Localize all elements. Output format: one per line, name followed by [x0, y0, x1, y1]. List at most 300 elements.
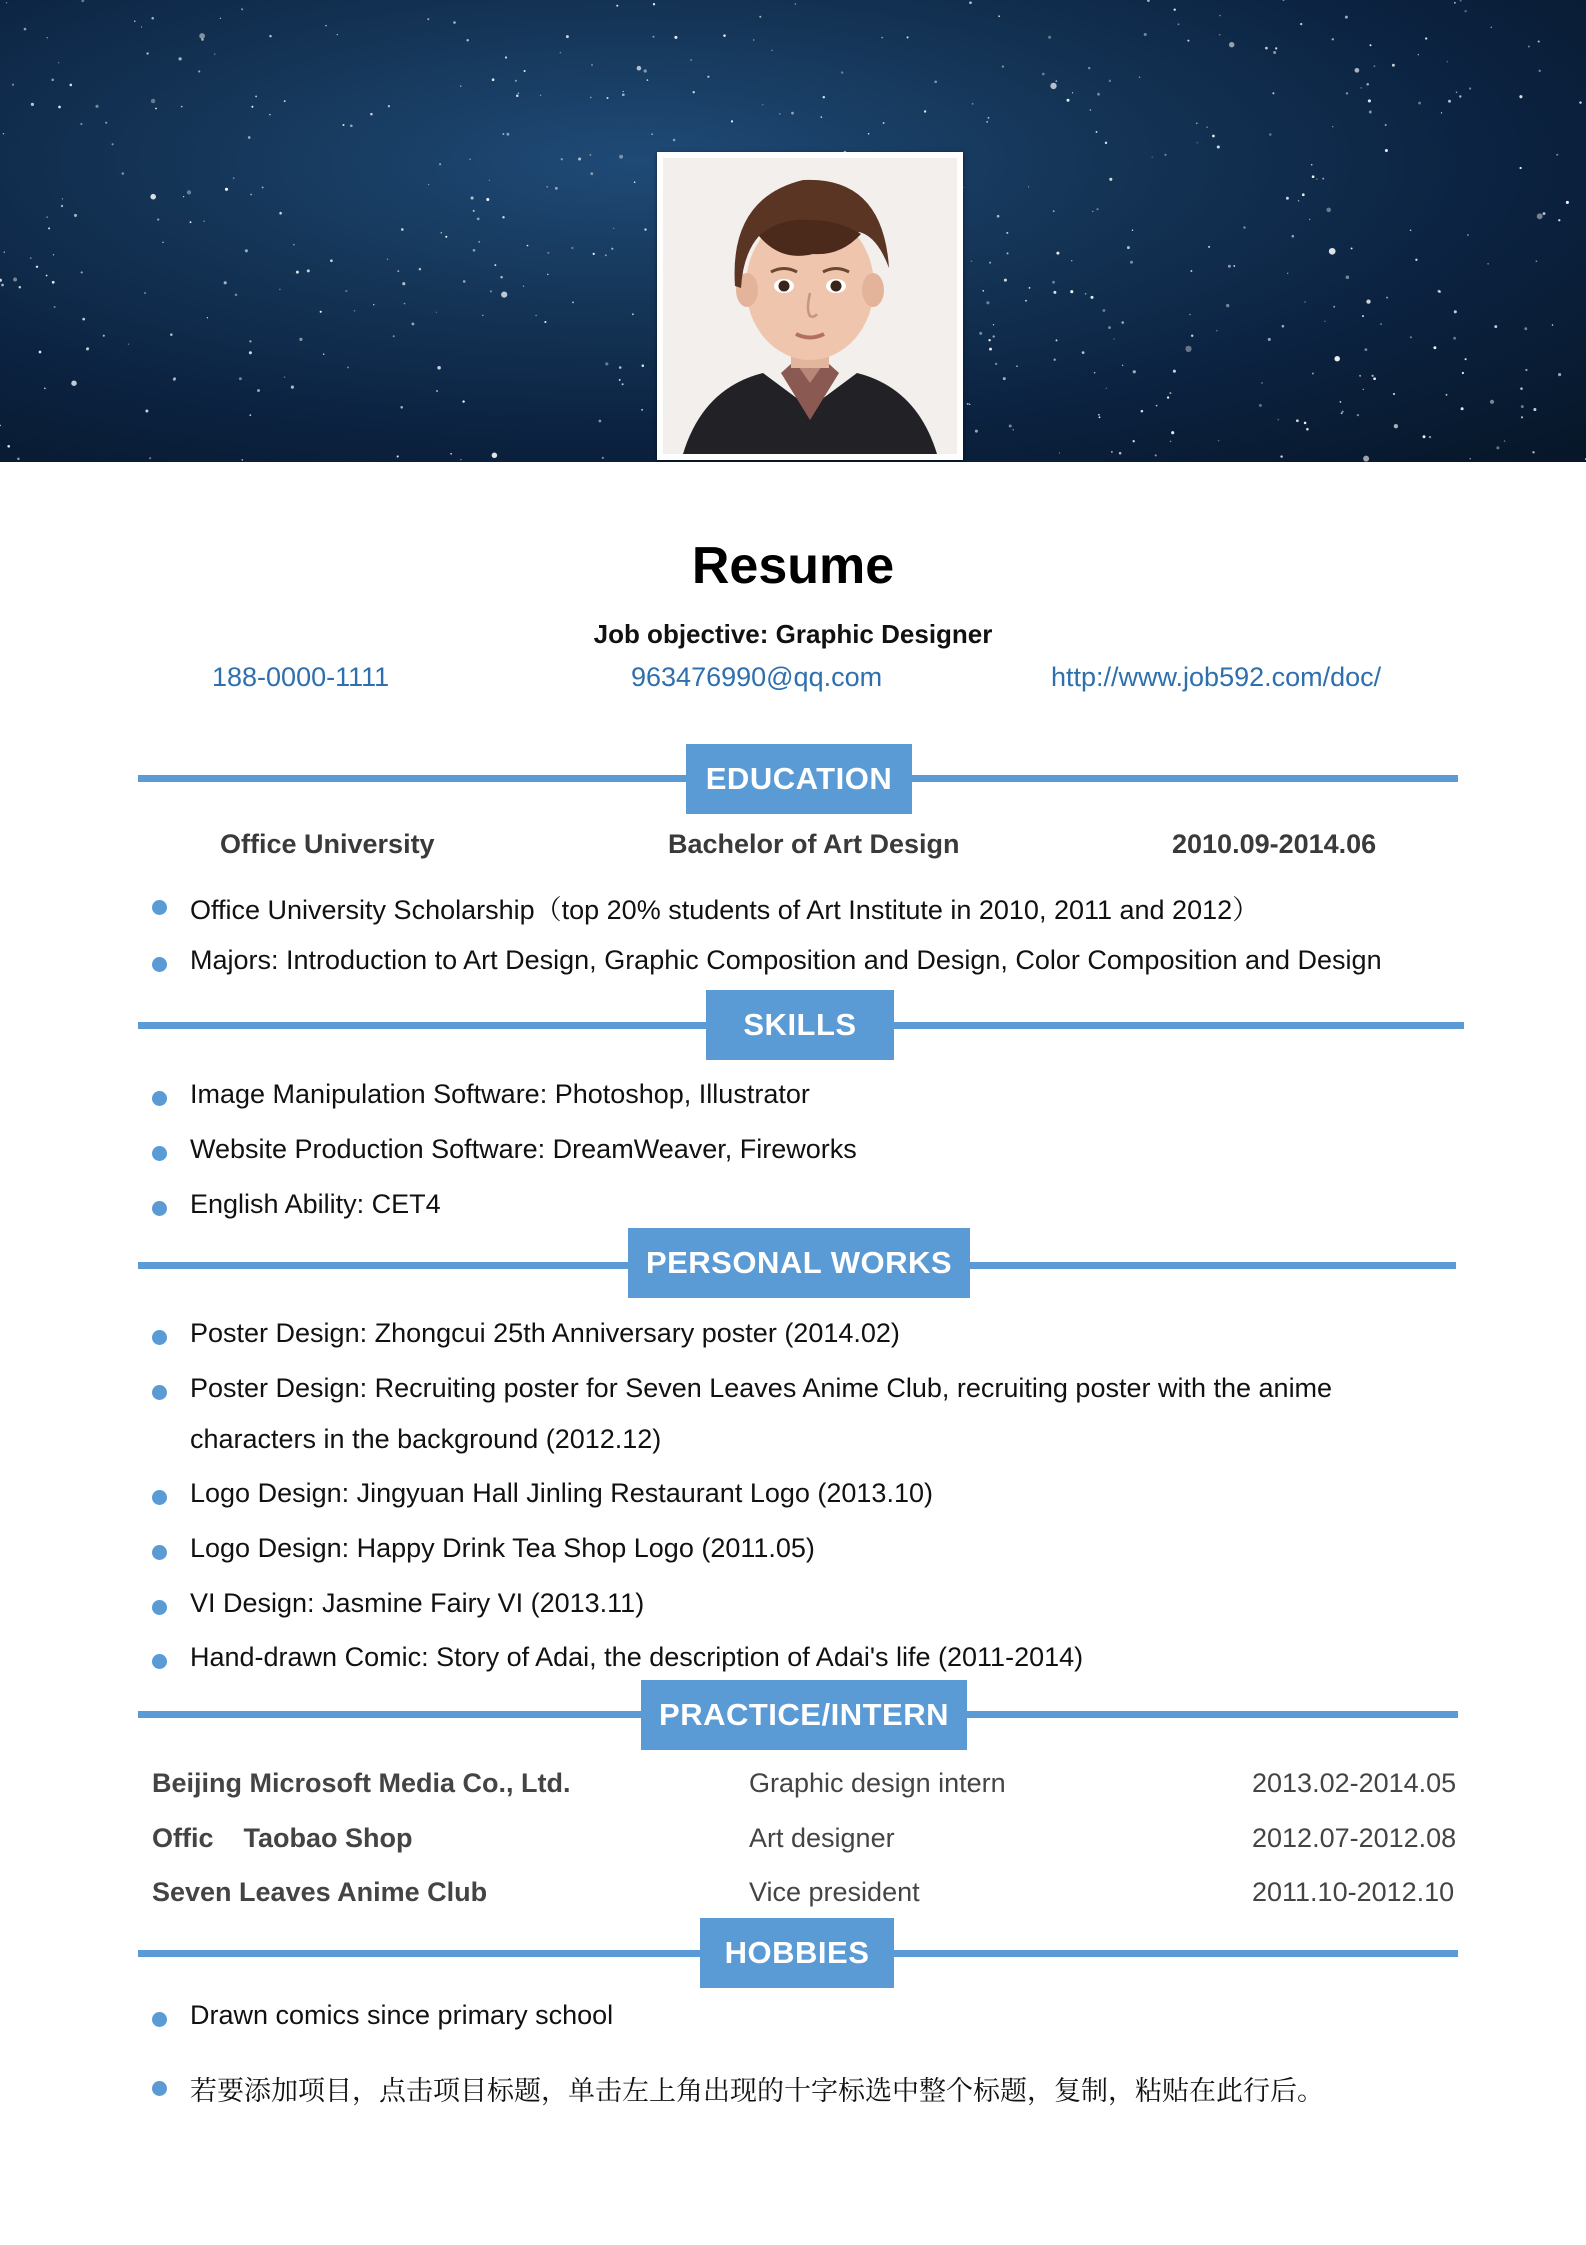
- star: [1386, 297, 1388, 299]
- star: [397, 270, 399, 272]
- star: [1187, 40, 1189, 42]
- star: [134, 20, 136, 22]
- email-link[interactable]: 963476990@qq.com: [631, 662, 883, 692]
- star: [1059, 452, 1060, 453]
- star: [589, 154, 591, 156]
- star: [1519, 95, 1522, 98]
- star: [1147, 0, 1150, 2]
- star: [642, 364, 645, 367]
- star: [518, 93, 520, 95]
- star: [779, 113, 781, 115]
- star: [1178, 23, 1180, 25]
- star: [462, 400, 464, 402]
- star: [611, 248, 613, 250]
- star: [450, 453, 452, 455]
- star: [1002, 65, 1004, 67]
- star: [982, 290, 984, 292]
- star: [1346, 92, 1348, 94]
- star: [623, 91, 624, 92]
- star: [1053, 210, 1055, 212]
- star: [1206, 126, 1208, 128]
- star: [1, 284, 4, 287]
- star: [634, 181, 636, 183]
- star: [1536, 260, 1538, 262]
- star: [1324, 321, 1325, 322]
- star: [86, 348, 89, 351]
- star: [112, 143, 114, 145]
- star: [1090, 109, 1092, 111]
- star: [527, 245, 529, 247]
- star: [181, 106, 183, 108]
- star: [883, 122, 885, 124]
- star: [1174, 9, 1176, 11]
- star: [151, 17, 154, 20]
- star: [203, 220, 204, 221]
- star: [1329, 248, 1336, 255]
- star: [1133, 370, 1136, 373]
- star: [1016, 365, 1018, 367]
- star: [1460, 0, 1462, 2]
- star: [993, 324, 994, 325]
- star: [198, 70, 200, 72]
- star: [262, 186, 264, 188]
- star: [1190, 270, 1192, 272]
- star: [1070, 290, 1073, 293]
- star: [183, 196, 184, 197]
- star: [477, 218, 480, 221]
- star: [1259, 404, 1262, 407]
- star: [989, 262, 991, 264]
- star: [436, 312, 437, 313]
- star: [174, 377, 176, 379]
- star: [12, 84, 14, 86]
- star: [1309, 219, 1311, 221]
- profile-photo: [657, 152, 963, 460]
- star: [1558, 373, 1561, 376]
- star: [393, 335, 395, 337]
- practice-heading: PRACTICE/INTERN: [641, 1680, 967, 1750]
- star: [337, 34, 338, 35]
- star: [1528, 46, 1530, 48]
- star: [1243, 226, 1246, 229]
- star: [388, 105, 390, 107]
- star: [1287, 273, 1288, 274]
- practice-company: Beijing Microsoft Media Co., Ltd.: [152, 1768, 571, 1798]
- star: [560, 52, 562, 54]
- star: [1556, 154, 1558, 156]
- star: [924, 110, 926, 112]
- star: [52, 281, 55, 284]
- star: [1127, 246, 1130, 249]
- star: [1438, 290, 1441, 293]
- star: [155, 108, 157, 110]
- star: [1170, 440, 1172, 442]
- star: [1332, 126, 1333, 127]
- star: [1322, 178, 1324, 180]
- star: [1339, 401, 1341, 403]
- star: [1454, 2, 1456, 4]
- star: [502, 133, 504, 135]
- star: [330, 259, 333, 262]
- star: [1185, 346, 1191, 352]
- practice-role: Art designer: [749, 1823, 895, 1853]
- star: [19, 286, 21, 288]
- bullet-icon: [152, 2012, 167, 2027]
- star: [214, 53, 215, 54]
- star: [881, 37, 883, 39]
- star: [771, 50, 773, 52]
- star: [1454, 310, 1457, 313]
- star: [241, 8, 243, 10]
- star: [157, 219, 159, 221]
- star: [578, 157, 581, 160]
- star: [1113, 338, 1114, 339]
- practice-period: 2011.10-2012.10: [1252, 1877, 1455, 1907]
- star: [284, 376, 286, 378]
- star: [1292, 235, 1295, 238]
- star: [1233, 265, 1235, 267]
- star: [1269, 133, 1272, 136]
- star: [651, 133, 652, 134]
- star: [440, 232, 442, 234]
- star: [239, 377, 242, 380]
- star: [1490, 400, 1494, 404]
- star: [190, 221, 192, 223]
- star: [605, 254, 607, 256]
- star: [1465, 10, 1467, 12]
- star: [428, 184, 429, 185]
- star: [1173, 370, 1176, 373]
- star: [1543, 212, 1546, 215]
- star: [1311, 164, 1313, 166]
- star: [323, 353, 324, 354]
- star: [1208, 246, 1210, 248]
- star: [436, 390, 438, 392]
- star: [1418, 102, 1421, 105]
- star: [1132, 229, 1133, 230]
- star: [1272, 92, 1274, 94]
- star: [1296, 419, 1299, 422]
- star: [653, 36, 655, 38]
- star: [1109, 80, 1111, 82]
- star: [619, 379, 621, 381]
- star: [673, 139, 676, 142]
- star: [1052, 281, 1055, 284]
- star: [1342, 411, 1344, 413]
- star: [1326, 208, 1331, 213]
- bullet-icon: [152, 1146, 167, 1161]
- star: [1056, 252, 1059, 255]
- bullet-icon: [152, 1330, 167, 1345]
- star: [1355, 68, 1360, 73]
- star: [61, 205, 63, 207]
- star: [235, 294, 238, 297]
- skills-heading: SKILLS: [706, 990, 894, 1060]
- star: [1312, 175, 1315, 178]
- star: [653, 3, 655, 5]
- star: [269, 114, 271, 116]
- star: [590, 97, 592, 99]
- star: [1538, 70, 1540, 72]
- star: [523, 286, 524, 287]
- header-banner: [0, 0, 1586, 462]
- star: [1366, 83, 1369, 86]
- star: [566, 35, 569, 38]
- star: [674, 36, 677, 39]
- star: [320, 311, 322, 313]
- star: [1273, 51, 1276, 54]
- star: [1099, 416, 1101, 418]
- star: [1121, 321, 1124, 324]
- star: [1071, 260, 1072, 261]
- star: [350, 124, 353, 127]
- star: [1385, 149, 1388, 152]
- star: [820, 116, 822, 118]
- star: [1346, 276, 1350, 280]
- star: [1098, 414, 1100, 416]
- star: [1042, 73, 1045, 76]
- star: [255, 95, 257, 97]
- education-period: 2010.09-2014.06: [1172, 829, 1377, 859]
- bullet-icon: [152, 1600, 167, 1615]
- star: [841, 71, 843, 73]
- star: [998, 15, 1000, 17]
- star: [795, 3, 796, 4]
- bullet-icon: [152, 957, 167, 972]
- star: [1219, 34, 1221, 36]
- star: [224, 281, 227, 284]
- star: [1108, 326, 1111, 329]
- star: [1029, 287, 1031, 289]
- star: [515, 80, 517, 82]
- star: [81, 0, 84, 2]
- star: [707, 76, 709, 78]
- star: [439, 163, 441, 165]
- star: [547, 274, 549, 276]
- star: [296, 271, 299, 274]
- star: [1538, 40, 1540, 42]
- star: [616, 5, 618, 7]
- star: [1261, 382, 1263, 384]
- star: [1009, 425, 1012, 428]
- star: [1105, 142, 1107, 144]
- star: [51, 78, 54, 81]
- star: [1423, 435, 1426, 438]
- star: [561, 158, 563, 160]
- star: [762, 104, 763, 105]
- star: [105, 122, 107, 124]
- star: [1006, 252, 1008, 254]
- star: [492, 78, 495, 81]
- star: [70, 84, 73, 87]
- star: [347, 366, 349, 368]
- bullet-icon: [152, 1201, 167, 1216]
- star: [1090, 296, 1093, 299]
- star: [1277, 419, 1279, 421]
- star: [1360, 87, 1362, 89]
- star: [590, 172, 593, 175]
- bullet-icon: [152, 1091, 167, 1106]
- star: [3, 133, 4, 134]
- star: [759, 16, 761, 18]
- star: [1306, 428, 1309, 431]
- star: [1096, 131, 1098, 133]
- star: [535, 315, 536, 316]
- star: [1097, 93, 1100, 96]
- star: [1050, 83, 1056, 89]
- star: [1525, 369, 1527, 371]
- star: [1332, 38, 1334, 40]
- star: [644, 228, 646, 230]
- star: [478, 241, 479, 242]
- star: [397, 455, 399, 457]
- star: [187, 190, 191, 194]
- star: [1152, 156, 1153, 157]
- star: [1275, 47, 1277, 49]
- star: [1219, 15, 1221, 17]
- star: [1053, 291, 1056, 294]
- practice-role: Graphic design intern: [749, 1768, 1006, 1798]
- star: [1351, 247, 1353, 249]
- star: [1364, 348, 1367, 351]
- star: [1092, 211, 1093, 212]
- practice-company: Seven Leaves Anime Club: [152, 1877, 488, 1907]
- star: [233, 177, 235, 179]
- star: [469, 158, 471, 160]
- star: [0, 425, 1, 427]
- star: [544, 321, 546, 323]
- star: [1446, 394, 1448, 396]
- website-link[interactable]: http://www.job592.com/doc/: [1051, 662, 1382, 692]
- star: [1520, 167, 1522, 169]
- education-school: Office University: [220, 829, 435, 859]
- star: [0, 279, 2, 282]
- star: [269, 35, 272, 38]
- star: [48, 227, 50, 229]
- star: [1362, 315, 1364, 317]
- star: [58, 62, 59, 63]
- star: [1111, 451, 1113, 453]
- star: [1462, 372, 1464, 374]
- star: [144, 292, 146, 294]
- star: [1465, 358, 1467, 360]
- star: [53, 254, 54, 255]
- star: [1494, 325, 1497, 328]
- star: [1082, 351, 1085, 354]
- star: [1102, 309, 1105, 312]
- star: [17, 458, 19, 460]
- star: [1302, 193, 1305, 196]
- star: [1467, 234, 1469, 236]
- star: [149, 457, 151, 459]
- star: [1300, 23, 1302, 25]
- star: [445, 236, 447, 238]
- star: [1357, 414, 1359, 416]
- star: [989, 348, 992, 351]
- star: [81, 271, 83, 273]
- star: [46, 216, 47, 217]
- star: [506, 133, 509, 136]
- star: [250, 194, 252, 196]
- star: [1109, 178, 1112, 181]
- star: [31, 103, 34, 106]
- star: [995, 363, 997, 365]
- bullet-icon: [152, 1545, 167, 1560]
- star: [13, 278, 17, 282]
- star: [293, 244, 294, 245]
- star: [1469, 87, 1471, 89]
- star: [162, 242, 163, 243]
- star: [971, 260, 973, 262]
- star: [1532, 451, 1534, 453]
- star: [1106, 388, 1107, 389]
- star: [868, 133, 870, 135]
- star: [36, 266, 38, 268]
- star: [103, 335, 105, 337]
- star: [516, 94, 519, 97]
- star: [411, 322, 414, 325]
- star: [145, 410, 148, 413]
- star: [325, 25, 326, 26]
- star: [1028, 186, 1029, 187]
- star: [1373, 377, 1376, 380]
- star: [1366, 299, 1370, 303]
- star: [1410, 336, 1412, 338]
- star: [1441, 112, 1442, 113]
- star: [1448, 100, 1451, 103]
- star: [1369, 111, 1372, 114]
- star: [1156, 405, 1158, 407]
- star: [972, 103, 974, 105]
- star: [1566, 201, 1569, 204]
- bullet-icon: [152, 900, 167, 915]
- star: [1363, 456, 1369, 462]
- star: [1368, 99, 1371, 102]
- star: [128, 343, 129, 344]
- star: [693, 91, 695, 93]
- star: [644, 69, 647, 72]
- star: [571, 247, 573, 249]
- star: [1169, 392, 1171, 394]
- star: [502, 216, 504, 218]
- star: [279, 289, 281, 291]
- star: [1334, 356, 1339, 361]
- star: [207, 317, 208, 318]
- star: [466, 39, 468, 41]
- star: [591, 64, 593, 66]
- star: [24, 28, 27, 31]
- star: [1552, 324, 1554, 326]
- star: [1133, 440, 1135, 442]
- star: [1218, 440, 1220, 442]
- star: [979, 332, 982, 335]
- star: [622, 93, 625, 96]
- star: [606, 97, 608, 99]
- star: [74, 214, 77, 217]
- star: [1425, 37, 1427, 39]
- star: [731, 120, 733, 122]
- star: [460, 459, 461, 460]
- star: [299, 338, 302, 341]
- star: [6, 2, 7, 3]
- star: [1418, 54, 1419, 55]
- star: [4, 251, 5, 252]
- star: [1004, 279, 1007, 282]
- star: [58, 106, 61, 109]
- star: [1054, 359, 1056, 361]
- star: [201, 38, 203, 40]
- star: [1139, 76, 1141, 78]
